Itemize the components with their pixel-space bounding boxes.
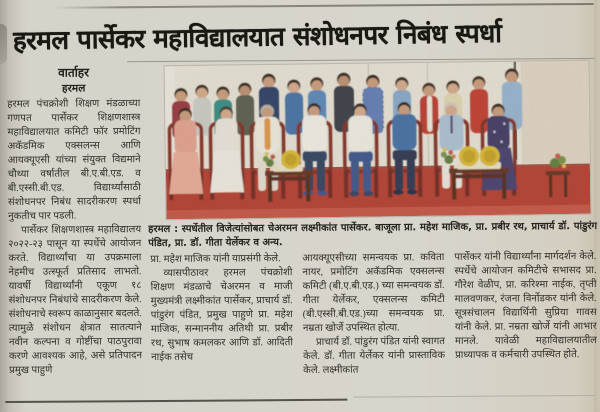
dateline: हरमल [61,82,86,95]
left-column [7,63,142,402]
article-paragraph: व्यासपीठावर हरमल पंचक्रोशी शिक्षण मंडळाचे चेअरमन व माजी मुख्यमंत्री लक्ष्मीकांत पार्सेकर, प्राचार्य डॉ. पांडुरंग पंडित, प्रमुख पाहुणे प्रा. महेश माजिक, सन्माननीय अतिथी प्रा. प्रबीर रथ, सुभाष कमलकर आणि डॉ. आदिती नाईक तसेच [150,267,293,364]
article-paragraph: प्राचार्य डॉ. पांडुरंग पंडित यांनी स्वागत केले. डॉ. गीता येर्लेकर यांनी प्रास्ताविक केले. लक्ष्मीकांत [303,335,446,376]
body-column-2 [150,252,293,400]
article-paragraph: पार्सेकर यांनी विद्यार्थ्यांना मार्गदर्शन केले. स्पर्धेचे आयोजन कमिटीचे सभासद प्रा. गौरेश वेळीप, प्रा. करिश्मा नाईक, तृप्ती मालवणकर, रंजना विर्नोडकर यांनी केले. सूत्रसंचालन विद्यार्थिनी सुप्रिया गावस यांनी केले. प्रा. नम्रता खोर्जे यांनी आभार मानले. यावेळी महाविद्यालयातील प्राध्यापक व कर्मचारी उपस्थित होते. [454,250,597,361]
article-paragraph: हरमल पंचक्रोशी शिक्षण मंडळाच्या गणपत पार्सेकर शिक्षणशास्त्र महाविद्यालयात कमिटी फॉर प्रमोटिंग अकॅडमिक एक्सलन्स आणि आयक्यूएसी यांच्या संयुक्त विद्यमाने चौथ्या वर्षातील बी.ए.बी.एड. व बी.एस्सी.बी.एड. विद्यार्थ्यांसाठी संशोधनपर निबंध सादरीकरण स्पर्धा नुकतीच पार पडली. [7,98,142,223]
sepia-tint-overlay [165,61,591,220]
group-photo [165,61,591,220]
body-column-3 [302,251,445,399]
headline: हरमल पार्सेकर महाविद्यालयात संशोधनपर निबंध स्पर्धा [12,18,502,57]
article-paragraph: पार्सेकर शिक्षणशास्त्र महाविद्यालय २०२२-२३ पासून या स्पर्धेचे आयोजन करते. विद्यार्थ्यांचा या उपक्रमाला नेहमीच उत्स्फूर्त प्रतिसाद लाभतो. यावर्षी विद्यार्थ्यांनी एकूण १८ संशोधनपर निबंधांचे सादरीकरण केले. संशोधनाचे स्वरूप काळानुसार बदलते. त्यामुळे संशोधन क्षेत्रात सातत्याने नवीन कल्पना व गोष्टींचा पाठपुरावा करणे आवश्यक आहे, असे प्रतिपादन प्रमुख पाहुणे [8,224,143,377]
top-rule [54,3,594,8]
caption-location: हरमल : [148,223,179,236]
body-columns [150,250,598,400]
article-paragraph: प्रा. महेश माजिक यांनी याप्रसंगी केले. [150,253,281,266]
caption-text: स्पर्धेतील विजेत्यांसोबत चेअरमन लक्ष्मीकांत पार्सेकर. बाजूला प्रा. महेश माजिक, प्रा. प्रबीर रथ, प्राचार्य डॉ. पांडुरंग पंडित, प्रा. डॉ. गीता येर्लेकर व अन्य. [148,220,598,249]
byline: वार्ताहर [57,65,90,80]
article-paragraph: आयक्यूएसीच्या समन्वयक प्रा. कविता नायर, प्रमोटिंग अकॅडमिक एक्सलन्स कमिटी (बी.ए.बी.एड.) च्या समन्वयक डॉ. गीता येर्लेकर, एक्सलन्स कमिटी (बी.एस्सी.बी.एड.)च्या समन्वयक प्रा. नम्रता खोर्जे उपस्थित होत्या. [302,251,445,334]
photo-caption [148,220,597,251]
body-column-4 [454,250,597,398]
